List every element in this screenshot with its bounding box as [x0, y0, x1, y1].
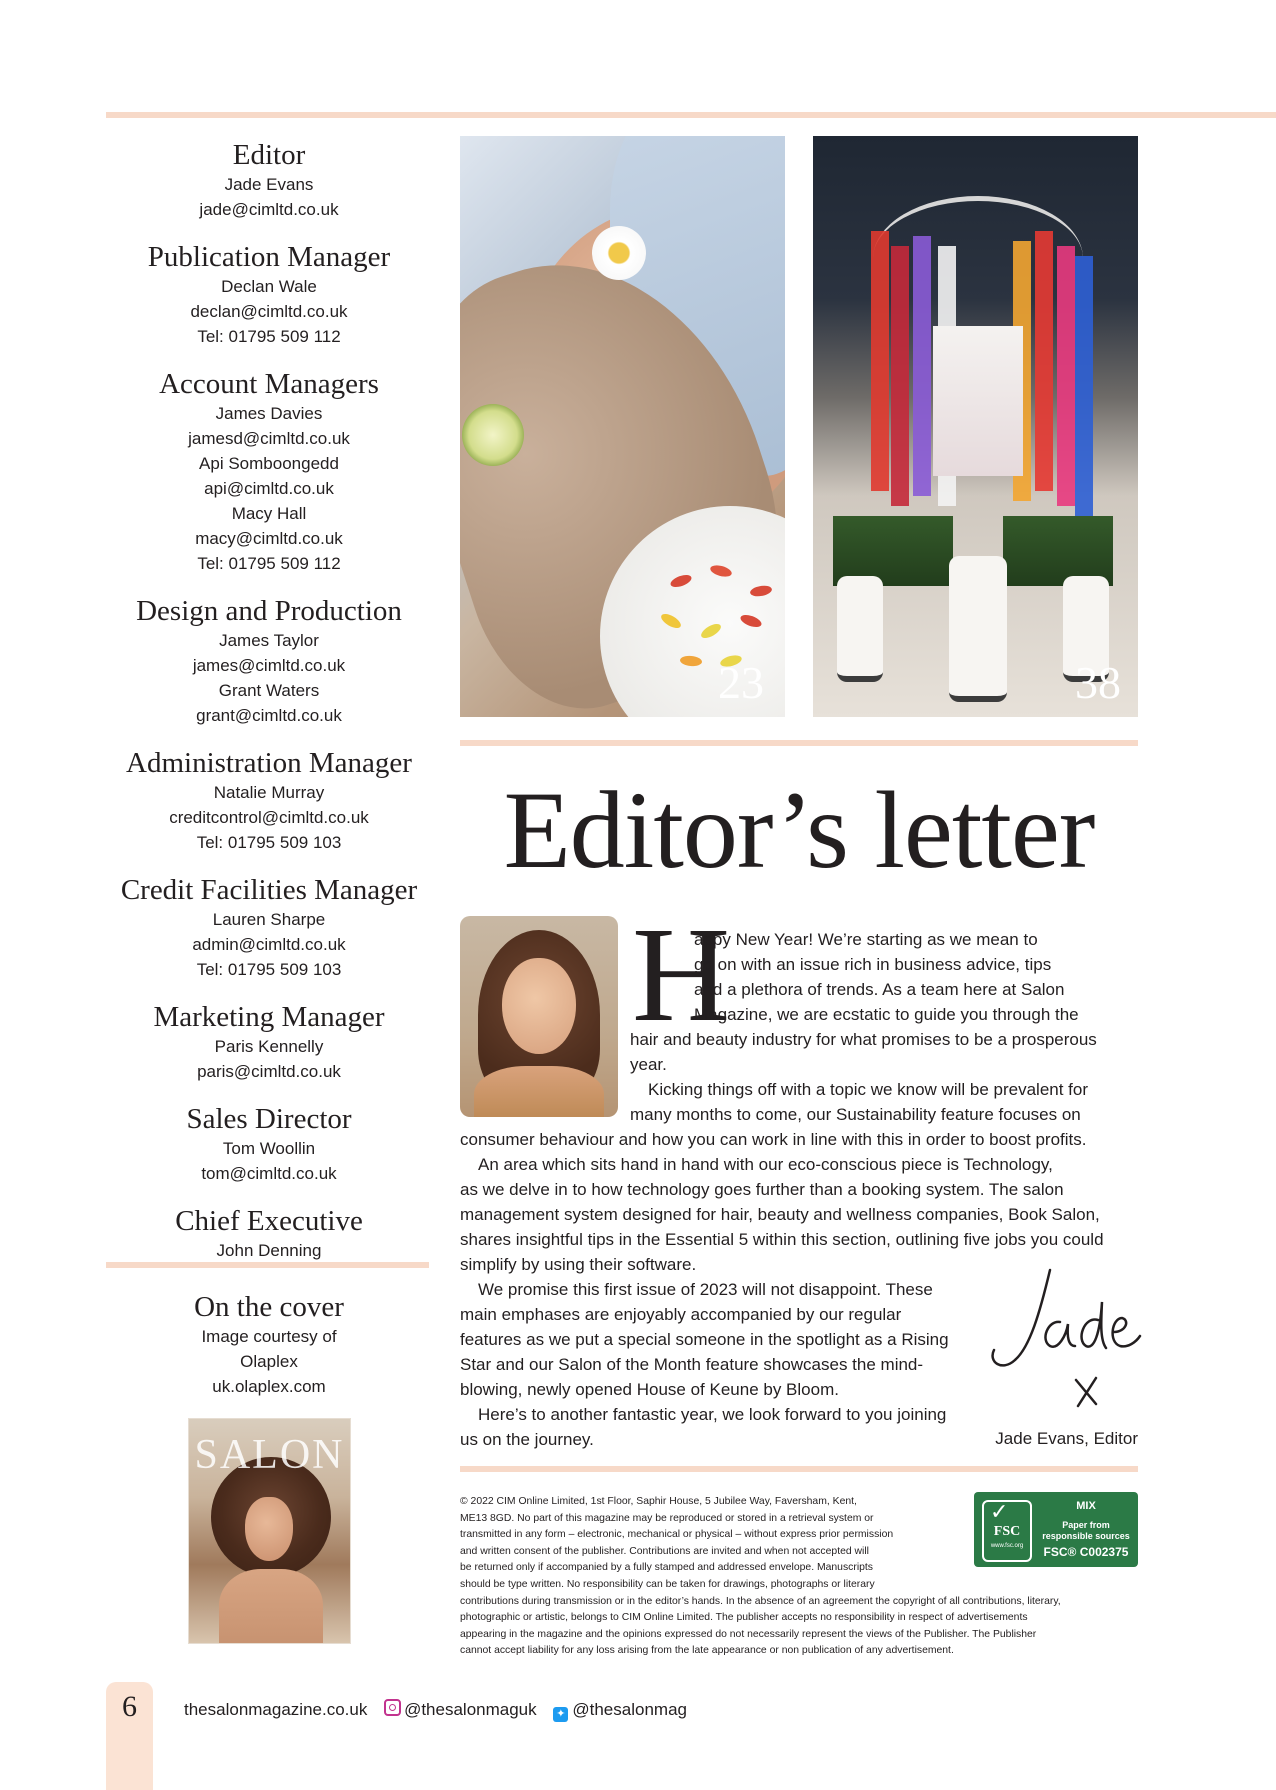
- masthead-role: Account Managers: [159, 368, 379, 400]
- color-panel: [913, 236, 931, 496]
- masthead-line: James Taylor: [219, 631, 319, 650]
- letter-line: simplify by using their software.: [460, 1255, 697, 1274]
- sign-off: Jade Evans, Editor: [995, 1429, 1138, 1448]
- masthead-block: [106, 1204, 432, 1263]
- petal: [659, 611, 683, 631]
- petal: [699, 621, 723, 641]
- masthead-line[interactable]: macy@cimltd.co.uk: [195, 529, 343, 548]
- cover-line: Olaplex: [240, 1352, 298, 1371]
- fsc-mix: MIX: [1076, 1500, 1096, 1512]
- color-panel: [871, 231, 889, 491]
- letter-line: and a plethora of trends. As a team here at Salon: [694, 980, 1065, 999]
- legal-line: ME13 8GD. No part of this magazine may be reproduced or stored in a retrieval system or: [460, 1513, 874, 1524]
- legal-line: © 2022 CIM Online Limited, 1st Floor, Saphir House, 5 Jubilee Way, Faversham, Kent,: [460, 1496, 857, 1507]
- cover-thumbnail: [188, 1418, 351, 1644]
- letter-line: Kicking things off with a topic we know will be prevalent for: [648, 1080, 1089, 1099]
- salon-counter: [949, 556, 1007, 702]
- cucumber-slice: [462, 404, 524, 466]
- letter-line: main emphases are enjoyably accompanied by our regular: [460, 1305, 902, 1324]
- signature-stroke: [1045, 1322, 1075, 1347]
- page-number: 6: [122, 1690, 137, 1723]
- masthead: [106, 138, 432, 1281]
- letter-line: blowing, newly opened House of Keune by Bloom.: [460, 1380, 839, 1399]
- signature-stroke: [1113, 1318, 1140, 1346]
- masthead-line: Natalie Murray: [213, 783, 325, 802]
- masthead-line: James Davies: [215, 404, 323, 423]
- cover-thumb-title: SALON: [194, 1432, 345, 1478]
- letter-line: Here’s to another fantastic year, we look forward to you joining: [478, 1405, 947, 1424]
- photo-page-number: 38: [1075, 657, 1121, 708]
- letter-line: as we delve in to how technology goes further than a booking system. The salon: [460, 1180, 1064, 1199]
- color-panel: [1057, 246, 1075, 506]
- masthead-block: [106, 746, 432, 855]
- masthead-line: Tel: 01795 509 103: [196, 833, 342, 852]
- portrait-face: [502, 958, 576, 1054]
- masthead-line[interactable]: jamesd@cimltd.co.uk: [188, 429, 350, 448]
- editor-portrait: [460, 916, 618, 1117]
- portrait-body: [474, 1066, 604, 1117]
- footer: [184, 1699, 687, 1722]
- salon-photo: [813, 136, 1138, 717]
- fsc-site: www.fsc.org: [990, 1543, 1024, 1549]
- petal: [749, 584, 772, 598]
- masthead-block: [106, 1102, 432, 1186]
- fsc-sources-line: responsible sources: [1042, 1531, 1130, 1541]
- daisy-flower: [592, 226, 646, 280]
- masthead-line[interactable]: admin@cimltd.co.uk: [192, 935, 346, 954]
- masthead-line[interactable]: paris@cimltd.co.uk: [197, 1062, 341, 1081]
- letter-line: Star and our Salon of the Month feature showcases the mind-: [460, 1355, 924, 1374]
- letter-line: consumer behaviour and how you can work in line with this in order to boost profits.: [460, 1130, 1087, 1149]
- petal: [739, 613, 763, 630]
- legal-line: and written consent of the publisher. Contributions are invited and when not accepted will: [460, 1546, 869, 1557]
- masthead-role: Credit Facilities Manager: [120, 874, 418, 906]
- masthead-block: [106, 873, 432, 982]
- masthead-line: Tom Woollin: [222, 1139, 316, 1158]
- masthead-line: Macy Hall: [231, 504, 307, 523]
- top-rule: [106, 112, 1276, 118]
- letter-line: many months to come, our Sustainability feature focuses on: [630, 1105, 1081, 1124]
- legal-line: photographic or artistic, belongs to CIM Online Limited. The publisher accepts no responsibility in respect of advertisements: [460, 1612, 1028, 1623]
- masthead-role: Sales Director: [186, 1103, 352, 1135]
- masthead-line: Tel: 01795 509 112: [197, 554, 341, 573]
- letter-line: We promise this first issue of 2023 will not disappoint. These: [478, 1280, 933, 1299]
- photos-rule: [460, 740, 1138, 746]
- letter-line: Magazine, we are ecstatic to guide you through the: [694, 1005, 1079, 1024]
- tree-check-icon: ✓: [990, 1499, 1009, 1524]
- masthead-line[interactable]: api@cimltd.co.uk: [204, 479, 334, 498]
- legal-line: transmitted in any form – electronic, mechanical or physical – without express prior permission: [460, 1529, 894, 1540]
- color-panel: [1075, 256, 1093, 516]
- masthead-role: Editor: [232, 139, 306, 171]
- signature-stroke: [993, 1270, 1050, 1365]
- page-title: Editor’s letter: [503, 769, 1095, 891]
- masthead-line[interactable]: declan@cimltd.co.uk: [190, 302, 348, 321]
- photo-page-number: 23: [718, 657, 764, 708]
- fsc-logo-text: FSC: [993, 1524, 1021, 1539]
- cover-line: uk.olaplex.com: [212, 1377, 326, 1396]
- color-panel: [891, 246, 909, 506]
- masthead-role: Marketing Manager: [153, 1001, 385, 1033]
- twitter-handle[interactable]: @thesalonmag: [572, 1700, 687, 1719]
- instagram-handle[interactable]: @thesalonmaguk: [404, 1700, 537, 1719]
- fsc-paper-line: Paper from: [1062, 1520, 1110, 1530]
- masthead-line[interactable]: jade@cimltd.co.uk: [199, 200, 339, 219]
- masthead-line[interactable]: grant@cimltd.co.uk: [196, 706, 342, 725]
- petal: [669, 573, 693, 590]
- cover-model-body: [219, 1569, 323, 1644]
- spa-photo: [460, 136, 785, 717]
- masthead-line: Paris Kennelly: [214, 1037, 324, 1056]
- masthead-line[interactable]: creditcontrol@cimltd.co.uk: [169, 808, 369, 827]
- petal: [709, 563, 733, 578]
- masthead-block: [106, 240, 432, 349]
- masthead-line[interactable]: tom@cimltd.co.uk: [201, 1164, 337, 1183]
- signature: [980, 1262, 1150, 1412]
- masthead-line: Api Somboongedd: [199, 454, 339, 473]
- website-link[interactable]: thesalonmagazine.co.uk: [184, 1700, 368, 1719]
- salon-station: [837, 576, 883, 682]
- legal-rule: [460, 1466, 1138, 1472]
- color-panel: [1035, 231, 1053, 491]
- letter-line: go on with an issue rich in business advice, tips: [694, 955, 1052, 974]
- letter-line: hair and beauty industry for what promises to be a prosperous: [630, 1030, 1097, 1049]
- twitter-icon: ✦: [553, 1707, 568, 1722]
- masthead-block: [106, 138, 432, 222]
- masthead-line: Lauren Sharpe: [212, 910, 326, 929]
- fsc-code: FSC® C002375: [1043, 1545, 1129, 1559]
- masthead-role: Design and Production: [136, 595, 402, 627]
- letter-line: An area which sits hand in hand with our eco-conscious piece is Technology,: [478, 1155, 1053, 1174]
- masthead-line: John Denning: [216, 1241, 322, 1260]
- cover-model-face: [245, 1497, 293, 1561]
- cover-heading: On the cover: [194, 1291, 344, 1323]
- letter-line: year.: [630, 1055, 667, 1074]
- masthead-line: Tel: 01795 509 103: [196, 960, 342, 979]
- masthead-block: [106, 1000, 432, 1084]
- masthead-line: Tel: 01795 509 112: [197, 327, 341, 346]
- letter-line: features as we put a special someone in the spotlight as a Rising: [460, 1330, 949, 1349]
- signature-kiss: [1076, 1378, 1096, 1406]
- letter-line: shares insightful tips in the Essential 5 within this section, outlining five jobs you could: [460, 1230, 1104, 1249]
- masthead-block: [106, 367, 432, 576]
- letter-line: appy New Year! We’re starting as we mean to: [694, 930, 1038, 949]
- legal-line: be returned only if accompanied by a fully stamped and addressed envelope. Manuscripts: [460, 1562, 873, 1573]
- petal: [680, 655, 703, 667]
- masthead-block: [106, 594, 432, 728]
- legal-line: contributions during transmission or in the editor’s hands. In the absence of an agreement the copyright of all contributions, literary,: [460, 1596, 1061, 1607]
- masthead-line[interactable]: james@cimltd.co.uk: [192, 656, 346, 675]
- fsc-badge: [974, 1492, 1138, 1567]
- masthead-line: Grant Waters: [218, 681, 320, 700]
- letter-line: us on the journey.: [460, 1430, 594, 1449]
- masthead-role: Chief Executive: [175, 1205, 363, 1237]
- masthead-role: Administration Manager: [126, 747, 412, 779]
- legal-line: should be type written. No responsibility can be taken for drawings, photographs or literary: [460, 1579, 875, 1590]
- masthead-line: Declan Wale: [221, 277, 317, 296]
- drop-cap: H: [632, 900, 731, 1050]
- cover-info: [106, 1290, 432, 1399]
- legal-line: appearing in the magazine and the opinions expressed do not necessarily represent the views of the Publisher. The Publisher: [460, 1629, 1037, 1640]
- masthead-divider: [106, 1262, 429, 1268]
- signature-stroke: [1082, 1302, 1106, 1348]
- fsc-paper: [1038, 1520, 1134, 1542]
- masthead-role: Publication Manager: [147, 241, 391, 273]
- legal-line: cannot accept liability for any loss arising from the late appearance or non publication of any advertisement.: [460, 1645, 954, 1656]
- masthead-line: Jade Evans: [224, 175, 314, 194]
- salon-display: [933, 326, 1023, 476]
- cover-line: Image courtesy of: [201, 1327, 337, 1346]
- instagram-icon: [384, 1699, 401, 1716]
- letter-line: management system designed for hair, beauty and wellness companies, Book Salon,: [460, 1205, 1100, 1224]
